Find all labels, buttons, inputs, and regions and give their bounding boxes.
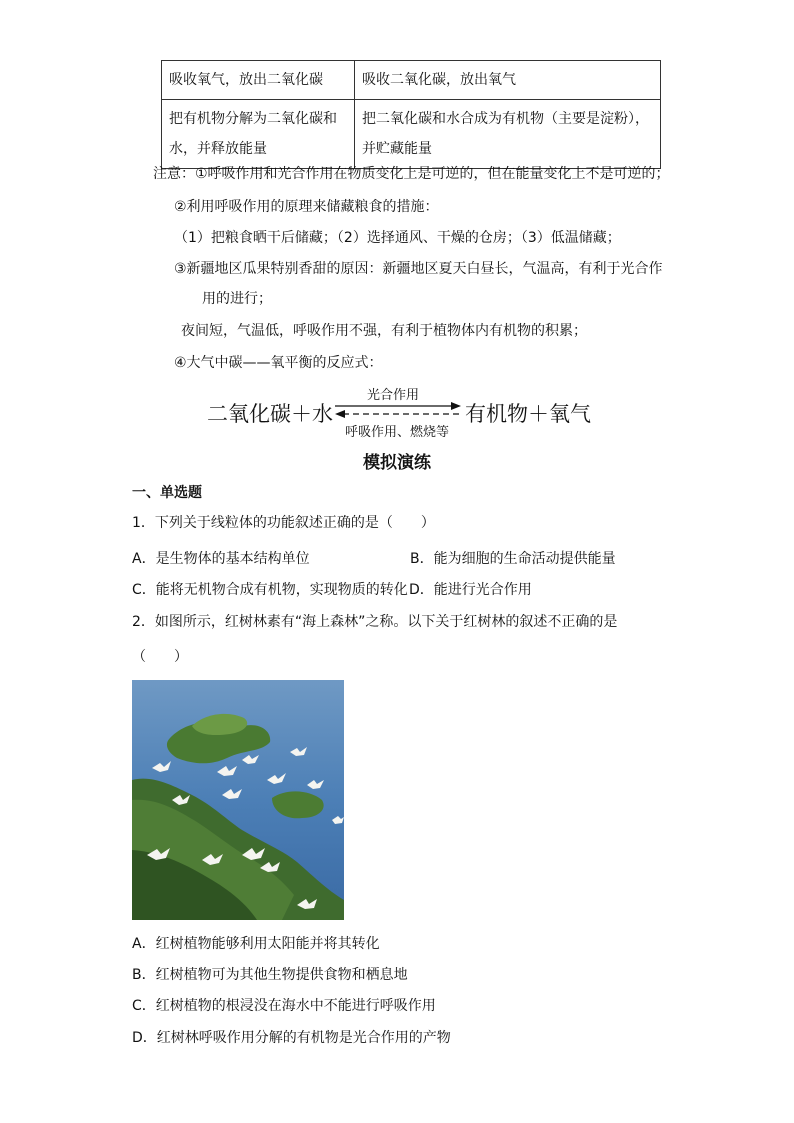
table-cell: 把二氧化碳和水合成为有机物（主要是淀粉），并贮藏能量 [355, 100, 661, 169]
question-1-option-c[interactable]: C．能将无机物合成有机物，实现物质的转化 [132, 582, 408, 598]
table-row [162, 61, 661, 100]
note-5: 夜间短，气温低，呼吸作用不强，有利于植物体内有机物的积累； [181, 323, 587, 339]
question-1-option-d[interactable]: D．能进行光合作用 [409, 582, 532, 598]
question-1-option-b[interactable]: B．能为细胞的生命活动提供能量 [410, 551, 616, 567]
question-1-option-a[interactable]: A．是生物体的基本结构单位 [132, 551, 310, 567]
table-row [162, 100, 661, 169]
table-cell: 吸收二氧化碳，放出氧气 [355, 61, 661, 100]
equation-left: 二氧化碳＋水 [207, 402, 333, 426]
question-2-option-c[interactable]: C．红树植物的根浸没在海水中不能进行呼吸作用 [132, 998, 436, 1014]
equation-bottom-label: 呼吸作用、燃烧等 [345, 425, 450, 440]
table-cell: 吸收氧气，放出二氧化碳 [162, 61, 355, 100]
question-2-paren: （ ） [132, 649, 188, 665]
table-cell: 把有机物分解为二氧化碳和水，并释放能量 [162, 100, 355, 169]
note-4-cont: 用的进行； [202, 291, 272, 307]
note-6: ④大气中碳——氧平衡的反应式： [174, 355, 383, 371]
question-2-option-d[interactable]: D．红树林呼吸作用分解的有机物是光合作用的产物 [132, 1030, 451, 1046]
section-title: 模拟演练 [363, 453, 431, 473]
equation-top-label: 光合作用 [367, 388, 420, 403]
note-4: ③新疆地区瓜果特别香甜的原因：新疆地区夏天白昼长，气温高，有利于光合作 [174, 261, 663, 277]
comparison-table [161, 60, 661, 169]
question-1-stem: 1．下列关于线粒体的功能叙述正确的是（ ） [132, 515, 435, 531]
note-2: ②利用呼吸作用的原理来储藏粮食的措施： [174, 199, 439, 215]
carbon-oxygen-equation [205, 384, 605, 440]
question-2-stem: 2．如图所示，红树林素有“海上森林”之称。以下关于红树林的叙述不正确的是 [132, 614, 618, 630]
part-heading: 一、单选题 [132, 485, 202, 501]
question-2-option-a[interactable]: A．红树植物能够利用太阳能并将其转化 [132, 936, 380, 952]
equation-right: 有机物＋氧气 [465, 402, 591, 426]
note-1: 注意：①呼吸作用和光合作用在物质变化上是可逆的，但在能量变化上不是可逆的； [153, 166, 670, 182]
mangrove-photo [132, 680, 344, 920]
note-3: （1）把粮食晒干后储藏；（2）选择通风、干燥的仓房；（3）低温储藏； [174, 230, 621, 246]
reversible-arrow-icon [333, 400, 463, 420]
question-2-option-b[interactable]: B．红树植物可为其他生物提供食物和栖息地 [132, 967, 408, 983]
